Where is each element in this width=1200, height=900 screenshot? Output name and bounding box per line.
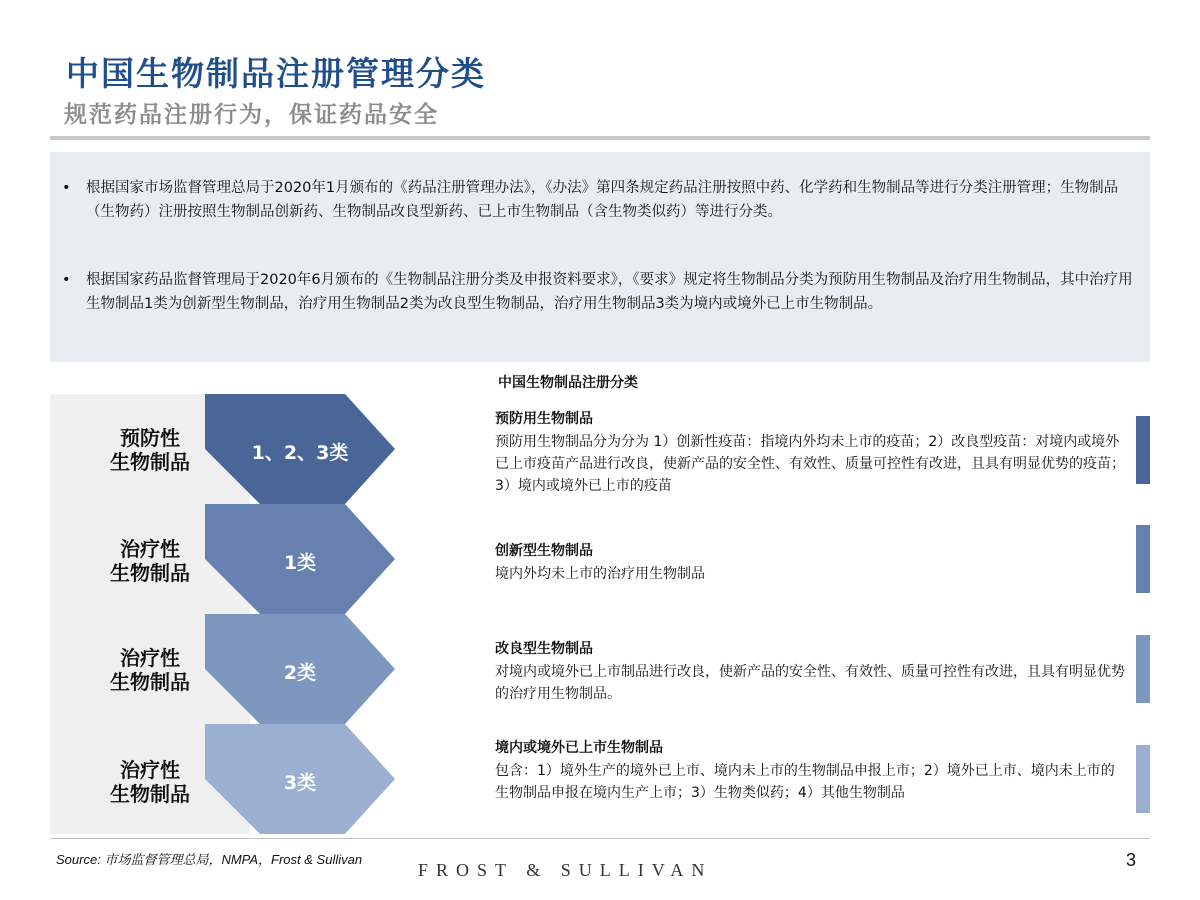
brand-logo: FROST & SULLIVAN [418, 860, 713, 880]
class-label: 1、2、3类 [251, 442, 349, 464]
description-heading: 创新型生物制品 [495, 543, 593, 559]
bullet-marker: • [62, 272, 71, 288]
bullet-text: 根据国家市场监督管理总局于2020年1月颁布的《药品注册管理办法》，《办法》第四条规定药品注册按照中药、化学药和生物制品等进行分类注册管理；生物制品（生物药）注册按照生物制品创新药、生物制品改良型新药、已上市生物制品（含生物类似药）等进行分类。 [86, 180, 1119, 220]
category-line: 生物制品 [110, 782, 190, 806]
source-text: 市场监督管理总局，NMPA，Frost & Sullivan [104, 852, 363, 867]
source-note [56, 849, 362, 868]
description-block [495, 737, 1125, 804]
row-color-bar [1136, 525, 1150, 593]
class-label: 3类 [283, 772, 317, 794]
bullet-text: 根据国家药品监督管理局于2020年6月颁布的《生物制品注册分类及申报资料要求》，《要求》规定将生物制品分类为预防用生物制品及治疗用生物制品，其中治疗用生物制品1类为创新型生物制品，治疗用生物制品2类为改良型生物制品，治疗用生物制品3类为境内或境外已上市生物制品。 [86, 272, 1133, 312]
category-line: 生物制品 [110, 561, 190, 585]
diagram-title: 中国生物制品注册分类 [498, 375, 638, 391]
row-color-bar [1136, 635, 1150, 703]
footer-divider [50, 838, 1150, 839]
description-block [495, 638, 1125, 705]
description-heading: 改良型生物制品 [495, 641, 593, 657]
description-heading: 境内或境外已上市生物制品 [495, 740, 663, 756]
description-block [495, 408, 1125, 497]
row-color-bar [1136, 416, 1150, 484]
page-subtitle: 规范药品注册行为，保证药品安全 [64, 101, 439, 128]
description-text: 境内外均未上市的治疗用生物制品 [495, 566, 705, 582]
row-color-bar [1136, 745, 1150, 813]
description-text: 对境内或境外已上市制品进行改良，使新产品的安全性、有效性、质量可控性有改进，且具有明显优势的治疗用生物制品。 [495, 664, 1125, 702]
category-line: 治疗性 [120, 537, 180, 561]
description-text: 包含：1）境外生产的境外已上市、境内未上市的生物制品申报上市；2）境外已上市、境内未上市的生物制品申报在境内生产上市；3）生物类似药；4）其他生物制品 [495, 763, 1115, 801]
page-title: 中国生物制品注册管理分类 [66, 54, 486, 93]
description-heading: 预防用生物制品 [495, 411, 593, 427]
category-line: 生物制品 [110, 670, 190, 694]
class-label: 1类 [283, 552, 317, 574]
class-label: 2类 [283, 662, 317, 684]
description-text: 预防用生物制品分为分为 1）创新性疫苗：指境内外均未上市的疫苗；2）改良型疫苗：对境内或境外已上市疫苗产品进行改良，使新产品的安全性、有效性、质量可控性有改进，且具有明显优势的疫苗；3）境内或境外已上市的疫苗 [495, 434, 1125, 494]
category-line: 治疗性 [120, 646, 180, 670]
bullet-marker: • [62, 180, 71, 196]
page-number: 3 [1126, 850, 1137, 870]
category-line: 预防性 [120, 426, 180, 450]
category-line: 治疗性 [120, 758, 180, 782]
category-line: 生物制品 [110, 450, 190, 474]
source-label: Source: [56, 852, 101, 867]
description-block [495, 540, 1125, 585]
